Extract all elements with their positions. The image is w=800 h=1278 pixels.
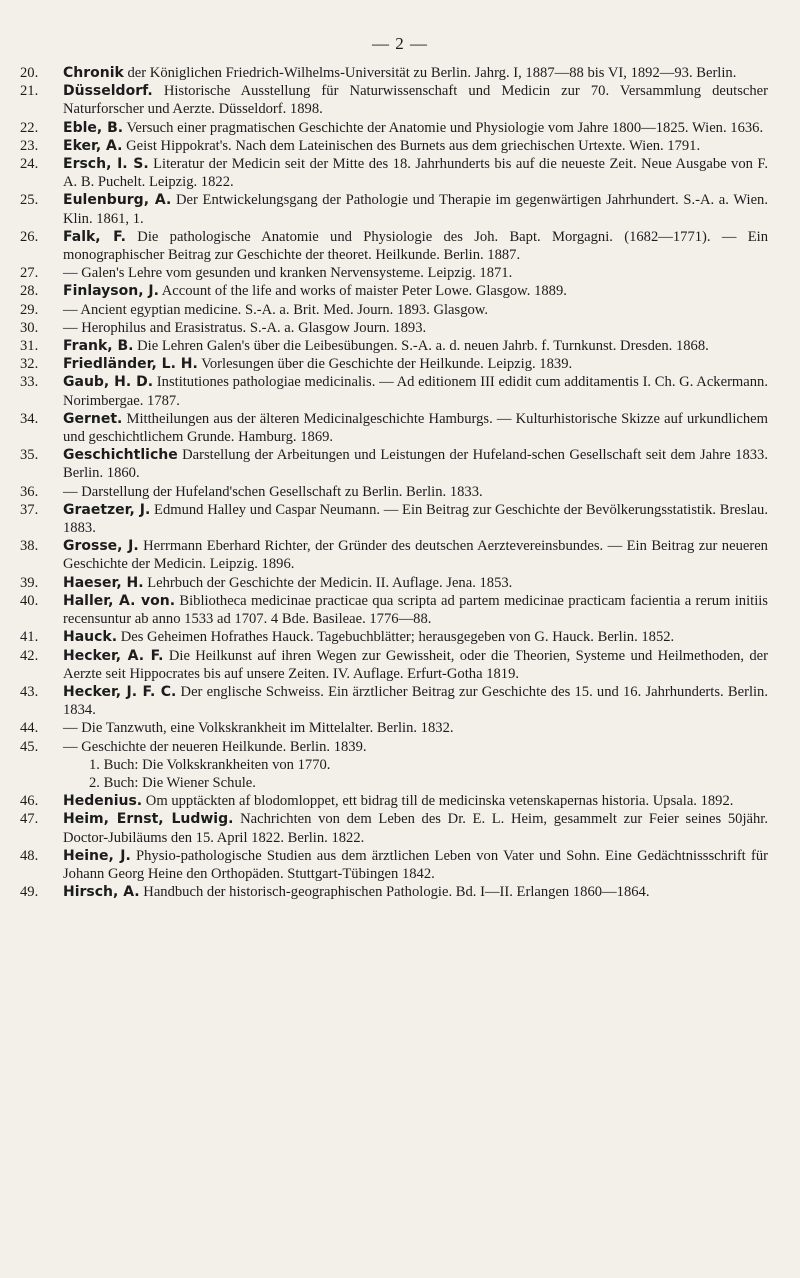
entry-text bbox=[63, 792, 768, 810]
entry-citation: Lehrbuch der Geschichte der Medicin. II. Auflage. Jena. 1853. bbox=[143, 574, 513, 591]
entry-number: 28. bbox=[20, 283, 39, 300]
entry-text bbox=[63, 592, 768, 628]
bibliography-entry bbox=[20, 228, 768, 264]
entry-author: Eulenburg, A. bbox=[63, 192, 172, 209]
entry-text bbox=[63, 228, 768, 264]
entry-text bbox=[63, 810, 768, 846]
entry-number: 31. bbox=[20, 338, 39, 355]
entry-citation: Historische Ausstellung für Naturwissenschaft und Medicin zur 70. Versammlung deutscher Naturforscher und Aerzte. Düsseldorf. 1898. bbox=[63, 83, 768, 118]
bibliography-entry bbox=[20, 792, 768, 810]
entry-text bbox=[63, 373, 768, 409]
entry-number: 41. bbox=[20, 629, 39, 646]
entry-subitem: 1. Buch: Die Volkskrankheiten von 1770. bbox=[89, 756, 331, 773]
entry-author: Haeser, H. bbox=[63, 574, 144, 591]
entry-text bbox=[63, 137, 768, 155]
bibliography-entry bbox=[20, 647, 768, 683]
entry-citation: Des Geheimen Hofrathes Hauck. Tagebuchblätter; herausgegeben von G. Hauck. Berlin. 1852. bbox=[117, 629, 675, 646]
entry-text bbox=[63, 719, 768, 737]
entry-number: 26. bbox=[20, 228, 39, 245]
entry-author: Graetzer, J. bbox=[63, 501, 151, 518]
entry-citation: Physio-pathologische Studien aus dem ärztlichen Leben von Vater und Sohn. Eine Gedächtnissschrift für Johann Georg Heine den Orthopäden. Stuttgart-Tübingen 1842. bbox=[63, 847, 768, 882]
entry-citation: — Ancient egyptian medicine. S.-A. a. Brit. Med. Journ. 1893. Glasgow. bbox=[63, 301, 489, 318]
entry-citation: Handbuch der historisch-geographischen Pathologie. Bd. I—II. Erlangen 1860—1864. bbox=[139, 884, 650, 901]
entry-text bbox=[63, 82, 768, 118]
entry-number: 40. bbox=[20, 592, 39, 609]
bibliography-entry bbox=[20, 137, 768, 155]
entry-text bbox=[63, 683, 768, 719]
entry-citation: — Herophilus and Erasistratus. S.-A. a. Glasgow Journ. 1893. bbox=[63, 319, 427, 336]
entry-text bbox=[63, 355, 768, 373]
bibliography-entry bbox=[20, 155, 768, 191]
entry-number: 37. bbox=[20, 501, 39, 518]
entry-number: 30. bbox=[20, 319, 39, 336]
bibliography-entry bbox=[20, 301, 768, 319]
entry-text bbox=[63, 446, 768, 482]
entry-citation: — Die Tanzwuth, eine Volkskrankheit im Mittelalter. Berlin. 1832. bbox=[63, 720, 454, 737]
entry-author: Geschichtliche bbox=[63, 447, 178, 464]
bibliography-entry bbox=[20, 82, 768, 118]
bibliography-entry bbox=[20, 628, 768, 646]
bibliography-entry bbox=[20, 847, 768, 883]
entry-author: Ersch, I. S. bbox=[63, 156, 149, 173]
entry-citation: — Galen's Lehre vom gesunden und kranken Nervensysteme. Leipzig. 1871. bbox=[63, 265, 513, 282]
entry-number: 35. bbox=[20, 447, 39, 464]
page-number: — 2 — bbox=[372, 34, 428, 53]
entry-citation: — Darstellung der Hufeland'schen Gesellschaft zu Berlin. Berlin. 1833. bbox=[63, 483, 483, 500]
entry-text bbox=[63, 574, 768, 592]
entry-citation: Geist Hippokrat's. Nach dem Lateinischen des Burnets aus dem griechischen Urtexte. Wien. 1791. bbox=[122, 137, 701, 154]
bibliography-entry bbox=[20, 501, 768, 537]
entry-citation: Der Entwickelungsgang der Pathologie und Therapie im gegenwärtigen Jahrhundert. S.-A. a. Wien. Klin. 1861, 1. bbox=[63, 192, 768, 227]
entry-number: 38. bbox=[20, 538, 39, 555]
entry-text bbox=[63, 191, 768, 227]
entry-number: 29. bbox=[20, 301, 39, 318]
entry-text bbox=[63, 337, 768, 355]
entry-author: Eker, A. bbox=[63, 137, 123, 154]
entry-author: Haller, A. von. bbox=[63, 592, 176, 609]
entry-number: 21. bbox=[20, 83, 39, 100]
entry-author: Frank, B. bbox=[63, 338, 134, 355]
entry-text bbox=[63, 628, 768, 646]
entry-author: Hedenius. bbox=[63, 793, 143, 810]
entry-subitem: 2. Buch: Die Wiener Schule. bbox=[89, 774, 256, 791]
entry-citation: Bibliotheca medicinae practicae qua scripta ad partem medicinae practicam facientia a rerum initiis recensuntur ab anno 1533 ad 1707. 4 Bde. Basileae. 1776—88. bbox=[63, 592, 768, 628]
bibliography-entry bbox=[20, 810, 768, 846]
entry-citation: Die pathologische Anatomie und Physiologie des Joh. Bapt. Morgagni. (1682—1771). — Ein monographischer Beitrag zur Geschichte der theoret. Heilkunde. Berlin. 1887. bbox=[63, 228, 769, 264]
entry-text bbox=[63, 647, 768, 683]
entry-number: 33. bbox=[20, 374, 39, 391]
entry-author: Eble, B. bbox=[63, 119, 124, 136]
bibliography-entry bbox=[20, 119, 768, 137]
entry-text bbox=[63, 64, 768, 82]
entry-number: 46. bbox=[20, 793, 39, 810]
entry-number: 43. bbox=[20, 683, 39, 700]
entry-author: Hirsch, A. bbox=[63, 884, 140, 901]
entry-text bbox=[63, 301, 768, 319]
entry-text bbox=[63, 155, 768, 191]
entry-text bbox=[63, 537, 768, 573]
entry-number: 27. bbox=[20, 265, 39, 282]
entry-citation: Nachrichten von dem Leben des Dr. E. L. Heim, gesammelt zur Feier seines 50jähr. Doctor-Jubiläums den 15. April 1822. Berlin. 1822. bbox=[63, 811, 768, 846]
entry-number: 44. bbox=[20, 720, 39, 737]
entry-citation: Mittheilungen aus der älteren Medicinalgeschichte Hamburgs. — Kulturhistorische Skizze auf urkundlichem und geschichtlichem Grunde. Hamburg. 1869. bbox=[63, 410, 768, 446]
entry-citation: — Geschichte der neueren Heilkunde. Berlin. 1839. bbox=[63, 738, 367, 755]
entry-text bbox=[63, 483, 768, 501]
entry-number: 22. bbox=[20, 119, 39, 136]
entry-citation: Account of the life and works of maister Peter Lowe. Glasgow. 1889. bbox=[158, 283, 567, 300]
entry-citation: Vorlesungen über die Geschichte der Heilkunde. Leipzig. 1839. bbox=[197, 356, 573, 373]
bibliography-entry bbox=[20, 264, 768, 282]
bibliography-entry bbox=[20, 355, 768, 373]
entry-number: 34. bbox=[20, 410, 39, 427]
entry-author: Grosse, J. bbox=[63, 538, 139, 555]
entry-number: 36. bbox=[20, 483, 39, 500]
bibliography-entry bbox=[20, 282, 768, 300]
bibliography-entry bbox=[20, 373, 768, 409]
entry-citation: Darstellung der Arbeitungen und Leistungen der Hufeland-schen Gesellschaft seit dem Jahre 1833. Berlin. 1860. bbox=[63, 447, 768, 482]
bibliography-entry bbox=[20, 537, 768, 573]
entry-author: Gaub, H. D. bbox=[63, 374, 154, 391]
bibliography-entry bbox=[20, 319, 768, 337]
entry-text bbox=[63, 883, 768, 901]
entry-author: Finlayson, J. bbox=[63, 283, 159, 300]
entry-author: Gernet. bbox=[63, 410, 123, 427]
bibliography-entry bbox=[20, 883, 768, 901]
entry-author: Hauck. bbox=[63, 629, 118, 646]
entry-text bbox=[63, 847, 768, 883]
entry-text bbox=[63, 738, 768, 756]
bibliography-entry bbox=[20, 337, 768, 355]
bibliography-entry bbox=[20, 446, 768, 482]
entry-author: Düsseldorf. bbox=[63, 83, 153, 100]
entry-number: 20. bbox=[20, 65, 39, 81]
entry-number: 48. bbox=[20, 847, 39, 864]
entry-author: Heine, J. bbox=[63, 847, 131, 864]
entry-citation: Herrmann Eberhard Richter, der Gründer des deutschen Aerztevereinsbundes. — Ein Beitrag zur neueren Geschichte der Medicin. Leipzig. 1896. bbox=[63, 538, 768, 573]
bibliography-entry bbox=[20, 410, 768, 446]
entry-citation: Institutiones pathologiae medicinalis. — Ad editionem III edidit cum additamentis I. Ch. G. Ackermann. Norimbergae. 1787. bbox=[63, 374, 768, 409]
entry-text bbox=[63, 264, 768, 282]
bibliography-entry bbox=[20, 574, 768, 592]
entry-citation: Der englische Schweiss. Ein ärztlicher Beitrag zur Geschichte des 15. und 16. Jahrhunderts. Berlin. 1834. bbox=[63, 683, 768, 719]
entry-citation: Die Lehren Galen's über die Leibesübungen. S.-A. a. d. neuen Jahrb. f. Turnkunst. Dresden. 1868. bbox=[133, 338, 709, 355]
entry-text bbox=[63, 319, 768, 337]
entry-citation: Versuch einer pragmatischen Geschichte der Anatomie und Physiologie vom Jahre 1800—1825. Wien. 1636. bbox=[123, 119, 764, 136]
entry-number: 24. bbox=[20, 156, 39, 173]
entry-citation: Die Heilkunst auf ihren Wegen zur Gewissheit, oder die Theorien, Systeme und Heilmethoden, der Aerzte seit Hippocrates bis auf unsere Zeiten. IV. Auflage. Erfurt-Gotha 1819. bbox=[63, 647, 768, 682]
entry-number: 32. bbox=[20, 356, 39, 373]
entry-author: Chronik bbox=[63, 65, 124, 81]
bibliography-entry bbox=[20, 719, 768, 737]
entry-number: 25. bbox=[20, 192, 39, 209]
entry-number: 39. bbox=[20, 574, 39, 591]
bibliography-list bbox=[20, 64, 768, 901]
entry-number: 23. bbox=[20, 137, 39, 154]
entry-author: Falk, F. bbox=[63, 228, 126, 245]
bibliography-entry bbox=[20, 592, 768, 628]
entry-number: 49. bbox=[20, 884, 39, 901]
bibliography-entry bbox=[20, 683, 768, 719]
entry-number: 47. bbox=[20, 811, 39, 828]
entry-author: Friedländer, L. H. bbox=[63, 356, 198, 373]
bibliography-entry bbox=[20, 64, 768, 82]
entry-number: 45. bbox=[20, 738, 39, 755]
entry-citation: Edmund Halley und Caspar Neumann. — Ein Beitrag zur Geschichte der Bevölkerungsstatistik. Breslau. 1883. bbox=[63, 501, 768, 537]
entry-citation: der Königlichen Friedrich-Wilhelms-Universität zu Berlin. Jahrg. I, 1887—88 bis VI, 1892—93. Berlin. bbox=[123, 65, 737, 81]
bibliography-entry bbox=[20, 738, 768, 793]
entry-number: 42. bbox=[20, 647, 39, 664]
entry-text bbox=[63, 119, 768, 137]
entry-author: Heim, Ernst, Ludwig. bbox=[63, 811, 234, 828]
bibliography-entry bbox=[20, 483, 768, 501]
entry-author: Hecker, J. F. C. bbox=[63, 683, 177, 700]
entry-citation: Literatur der Medicin seit der Mitte des 18. Jahrhunderts bis auf die neueste Zeit. Neue Ausgabe von F. A. B. Puchelt. Leipzig. 1822. bbox=[63, 156, 768, 191]
entry-author: Hecker, A. F. bbox=[63, 647, 164, 664]
entry-text bbox=[63, 410, 768, 446]
bibliography-entry bbox=[20, 191, 768, 227]
entry-citation: Om upptäckten af blodomloppet, ett bidrag till de medicinska vetenskapernas historia. Upsala. 1892. bbox=[142, 793, 734, 810]
entry-text bbox=[63, 501, 768, 537]
entry-text bbox=[63, 282, 768, 300]
